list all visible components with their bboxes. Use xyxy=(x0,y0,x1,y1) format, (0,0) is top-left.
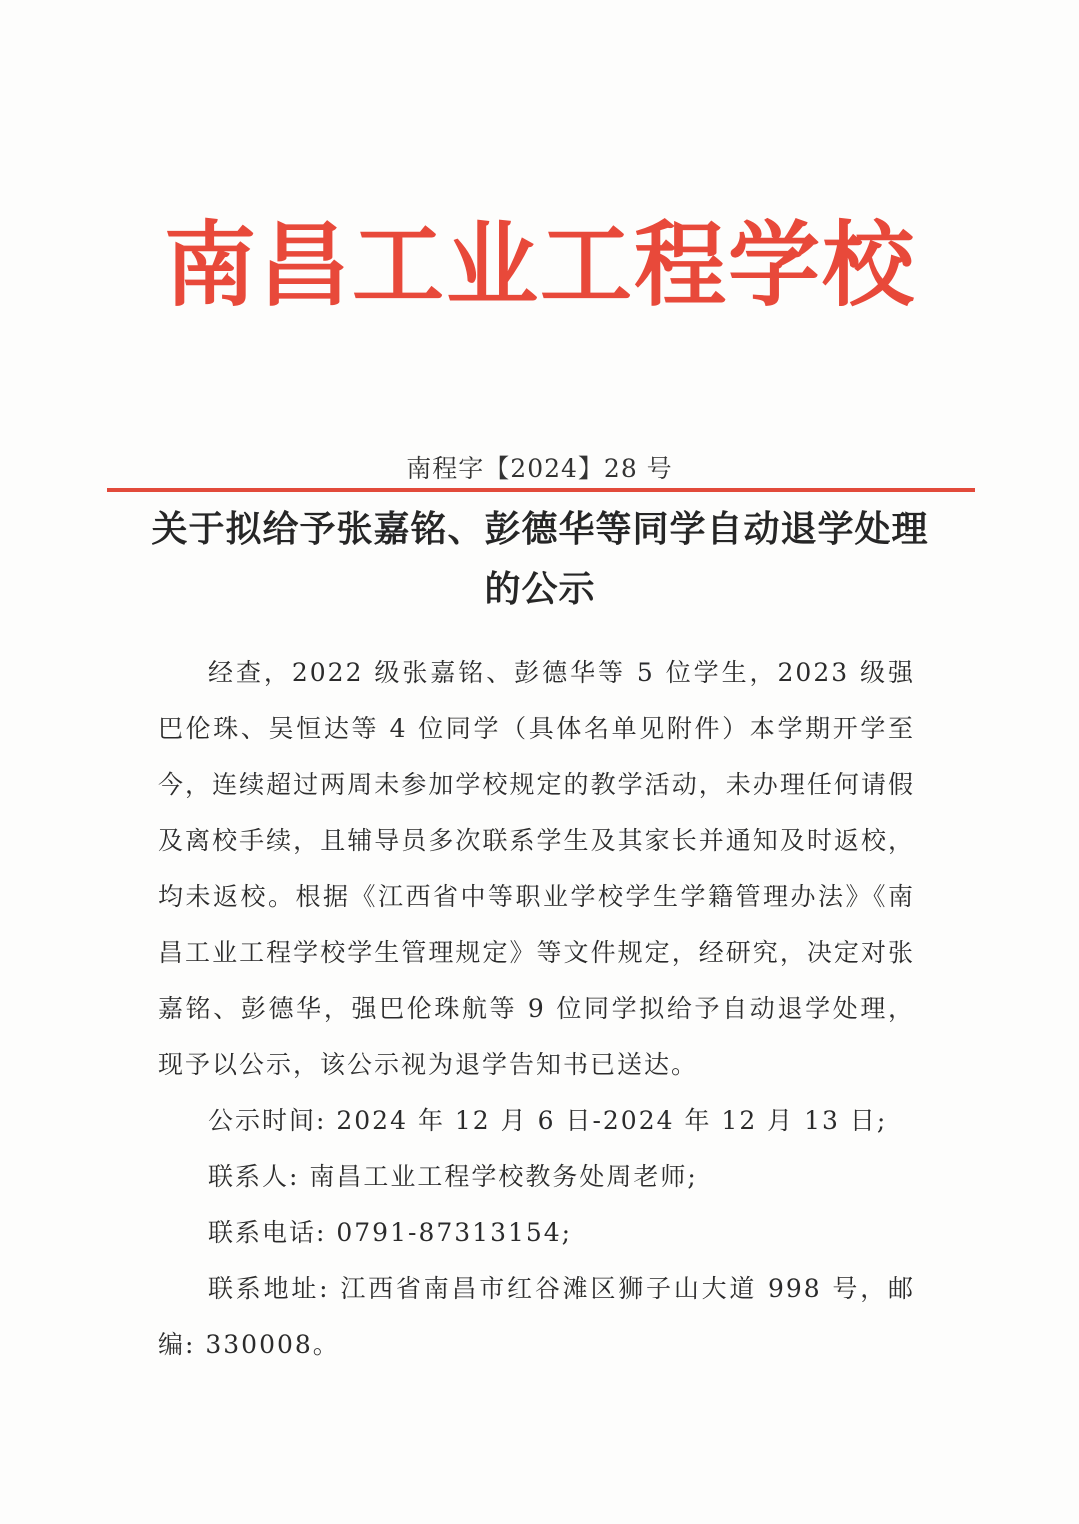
notice-period: 公示时间: 2024 年 12 月 6 日-2024 年 12 月 13 日; xyxy=(208,1106,888,1135)
red-divider xyxy=(107,488,975,492)
contact-phone: 联系电话: 0791-87313154; xyxy=(208,1218,573,1247)
contact-person: 联系人: 南昌工业工程学校教务处周老师; xyxy=(208,1162,698,1191)
document-number: 南程字【2024】28 号 xyxy=(406,454,673,483)
contact-address: 联系地址: 江西省南昌市红谷滩区狮子山大道 998 号，邮编: 330008。 xyxy=(158,1274,915,1359)
document-title: 关于拟给予张嘉铭、彭德华等同学自动退学处理的公示 xyxy=(151,509,929,610)
document-body xyxy=(158,645,915,1373)
school-masthead: 南昌工业工程学校 xyxy=(163,211,916,319)
body-paragraph: 经查，2022 级张嘉铭、彭德华等 5 位学生，2023 级强巴伦珠、吴恒达等 4 位同学（具体名单见附件）本学期开学至今，连续超过两周未参加学校规定的教学活动，未办理任何请假及离校手续，且辅导员多次联系学生及其家长并通知及时返校，均未返校。根据《江西省中等职业学校学生学籍管理办法》《南昌工业工程学校学生管理规定》等文件规定，经研究，决定对张嘉铭、彭德华，强巴伦珠航等 9 位同学拟给予自动退学处理，现予以公示，该公示视为退学告知书已送达。 xyxy=(158,658,915,1079)
